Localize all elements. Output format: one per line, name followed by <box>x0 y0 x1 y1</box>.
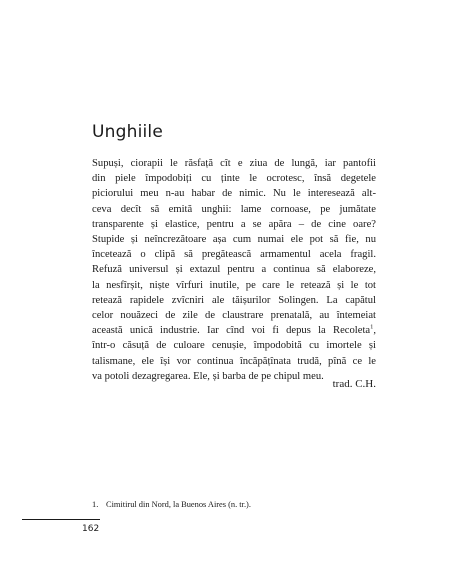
footnote <box>92 500 251 509</box>
body-text <box>92 156 376 384</box>
body-line: transparente și elastice, pentru a se apăra – de cine oare? <box>92 218 376 230</box>
footnote-reference: 1 <box>370 323 374 331</box>
footer-rule <box>22 519 100 520</box>
body-line: la nesfîrșit, niște vîrfuri inutile, pe care le retează și le tot <box>92 279 376 291</box>
footnote-number: 1. <box>92 500 99 509</box>
body-line: din piele împodobiți cu ținte le ocrotesc, însă degetele <box>92 173 376 185</box>
body-line: Refuză universul și extazul pentru a continua să elaboreze, <box>92 264 376 276</box>
body-line: într-o căsuță de culoare cenușie, împodobită cu imortele și <box>92 340 376 352</box>
body-line: Stupide și neîncrezătoare așa cum numai ele pot să fie, nu <box>92 234 376 246</box>
body-line: Supuși, ciorapii le răsfață cît e ziua de lungă, iar pantofii <box>92 158 376 169</box>
footnote-text: Cimitirul din Nord, la Buenos Aires (n. tr.). <box>106 500 251 509</box>
body-line: încetează o clipă să pregătească armamentul acela fragil. <box>92 249 376 261</box>
body-line-with-footnote: această unică industrie. Iar cînd voi fi depus la Recoleta$^1$, <box>92 323 376 337</box>
body-line: ceva decît să emită unghii: lame cornoase, pe jumătate <box>92 203 376 215</box>
page-number: 162 <box>82 524 100 534</box>
body-line: va potoli dezagregarea. Ele, și barba de pe chipul meu. <box>92 370 324 382</box>
body-line: celor nouăzeci de zile de claustrare prenatală, au întemeiat <box>92 310 376 322</box>
body-line-text: această unică industrie. Iar cînd voi fi depus la Recoleta <box>92 325 371 337</box>
body-line: retează rapidele zvîcniri ale tăișurilor Solingen. La capătul <box>92 294 376 306</box>
translator-signature: trad. C.H. <box>332 378 376 390</box>
body-line: piciorului meu n-au habar de nimic. Nu le interesează alt- <box>92 188 376 200</box>
body-line: talismane, ele își vor continua încăpățînata trudă, pînă ce le <box>92 355 376 367</box>
page-title: Unghiile <box>92 122 164 142</box>
